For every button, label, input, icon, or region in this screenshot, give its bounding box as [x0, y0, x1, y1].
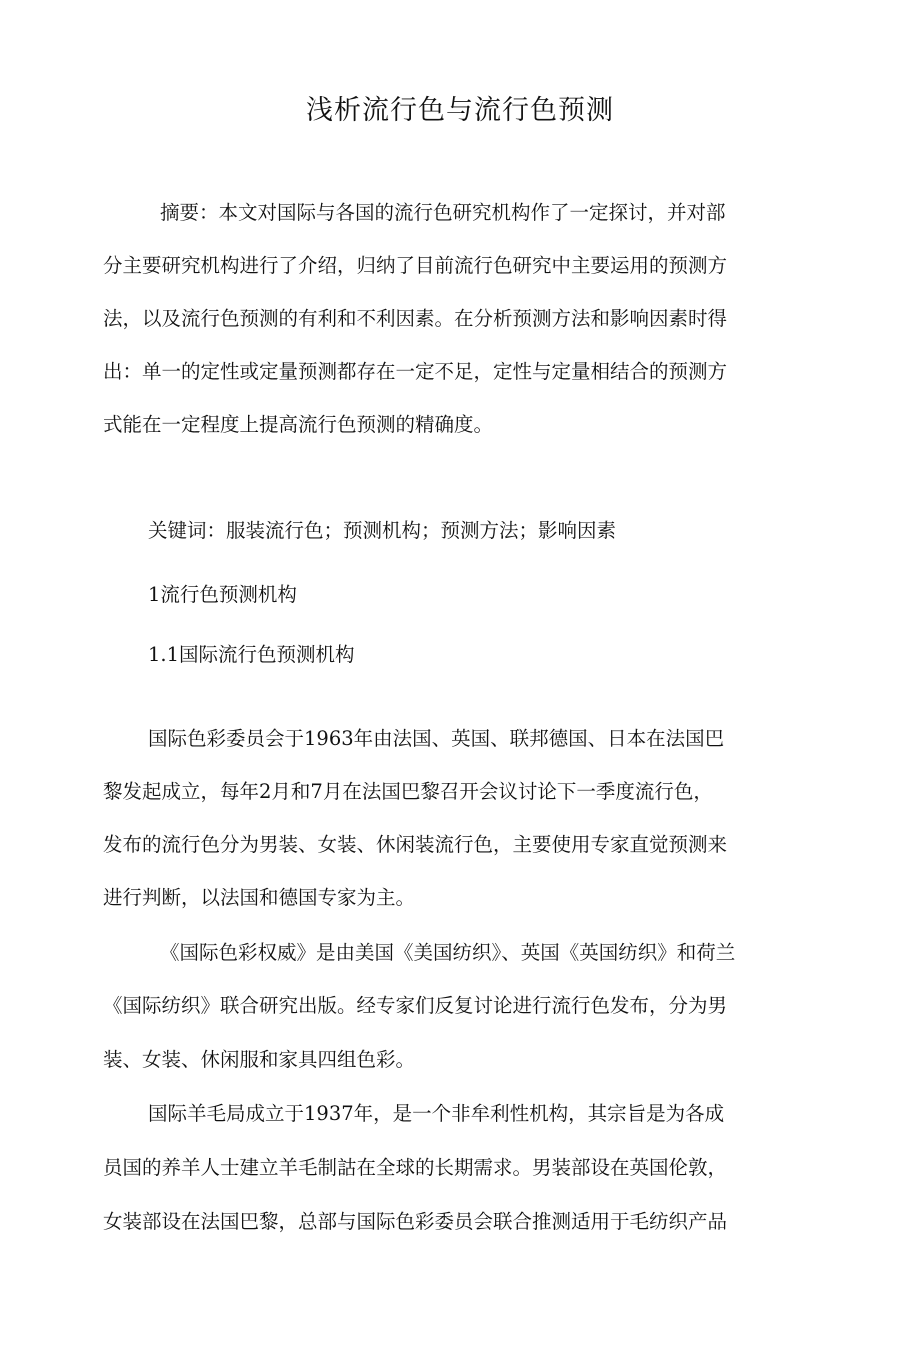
abstract-line: 分主要研究机构进行了介绍，归纳了目前流行色研究中主要运用的预测方 — [103, 254, 728, 277]
paragraph-line: 黎发起成立，每年2月和7月在法国巴黎召开会议讨论下一季度流行色， — [103, 780, 713, 803]
keywords-line: 关键词：服装流行色；预测机构；预测方法；影响因素 — [148, 519, 617, 542]
paragraph-line: 国际色彩委员会于1963年由法国、英国、联邦德国、日本在法国巴 — [148, 727, 725, 750]
abstract-line: 出：单一的定性或定量预测都存在一定不足，定性与定量相结合的预测方 — [103, 360, 728, 383]
document-title: 浅析流行色与流行色预测 — [306, 95, 614, 126]
paragraph-line: 《国际色彩权威》是由美国《美国纺织》、英国《英国纺织》和荷兰 — [160, 941, 736, 964]
paragraph-line: 女装部设在法国巴黎，总部与国际色彩委员会联合推测适用于毛纺织产品 — [103, 1210, 728, 1233]
abstract-line: 摘要：本文对国际与各国的流行色研究机构作了一定探讨，并对部 — [160, 201, 726, 224]
paragraph-line: 员国的养羊人士建立羊毛制詁在全球的长期需求。男装部设在英国伦敦， — [103, 1156, 728, 1179]
paragraph-line: 《国际纺织》联合研究出版。经专家们反复讨论进行流行色发布，分为男 — [103, 994, 728, 1017]
paragraph-line: 进行判断，以法国和德国专家为主。 — [103, 886, 416, 909]
section-heading-1-1: 1.1国际流行色预测机构 — [148, 643, 355, 666]
paragraph-line: 国际羊毛局成立于1937年，是一个非牟利性机构，其宗旨是为各成 — [148, 1102, 725, 1125]
section-heading-1: 1流行色预测机构 — [148, 583, 297, 606]
paragraph-line: 发布的流行色分为男装、女装、休闲装流行色，主要使用专家直觉预测来 — [103, 833, 728, 856]
abstract-line: 式能在一定程度上提高流行色预测的精确度。 — [103, 413, 494, 436]
paragraph-line: 装、女装、休闲服和家具四组色彩。 — [103, 1048, 416, 1071]
abstract-line: 法，以及流行色预测的有利和不利因素。在分析预测方法和影响因素时得 — [103, 307, 728, 330]
